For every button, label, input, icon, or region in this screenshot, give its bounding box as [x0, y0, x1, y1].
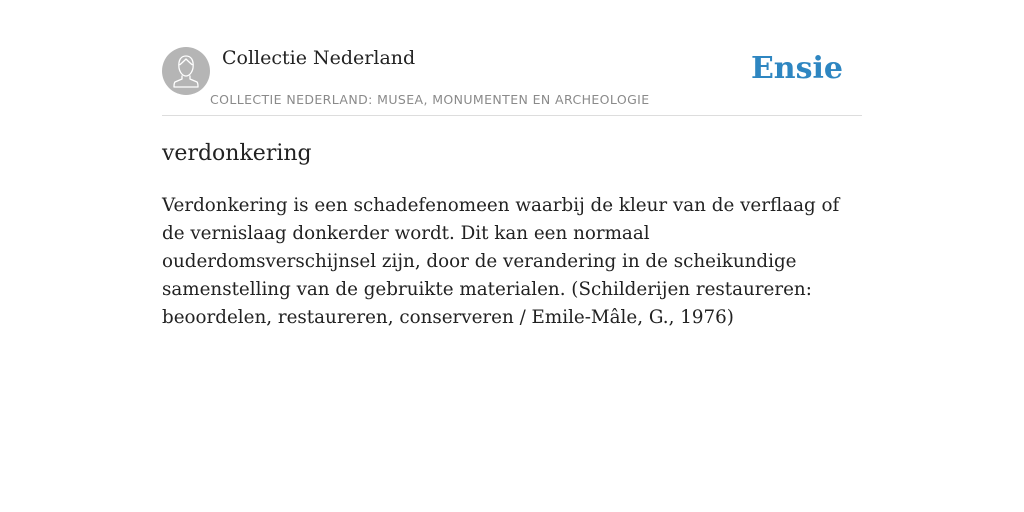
- author-name-link[interactable]: Collectie Nederland: [222, 47, 416, 69]
- avatar[interactable]: [162, 47, 210, 95]
- source-collection-link[interactable]: COLLECTIE NEDERLAND: MUSEA, MONUMENTEN EN ARCHEOLOGIE: [210, 92, 650, 107]
- user-silhouette-icon: [162, 47, 210, 95]
- entry-definition: Verdonkering is een schadefenomeen waarbij de kleur van de verflaag of de vernislaag donkerder wordt. Dit kan een normaal ouderdomsverschijnsel zijn, door de verandering in de scheikundige samenstelling van de gebruikte materialen. (Schilderijen restaureren: beoordelen, restaureren, conserveren / Emile-Mâle, G., 1976): [162, 195, 840, 328]
- ensie-logo[interactable]: Ensie: [750, 51, 843, 86]
- entry-header: [162, 0, 862, 116]
- entry-term-title: verdonkering: [162, 141, 312, 166]
